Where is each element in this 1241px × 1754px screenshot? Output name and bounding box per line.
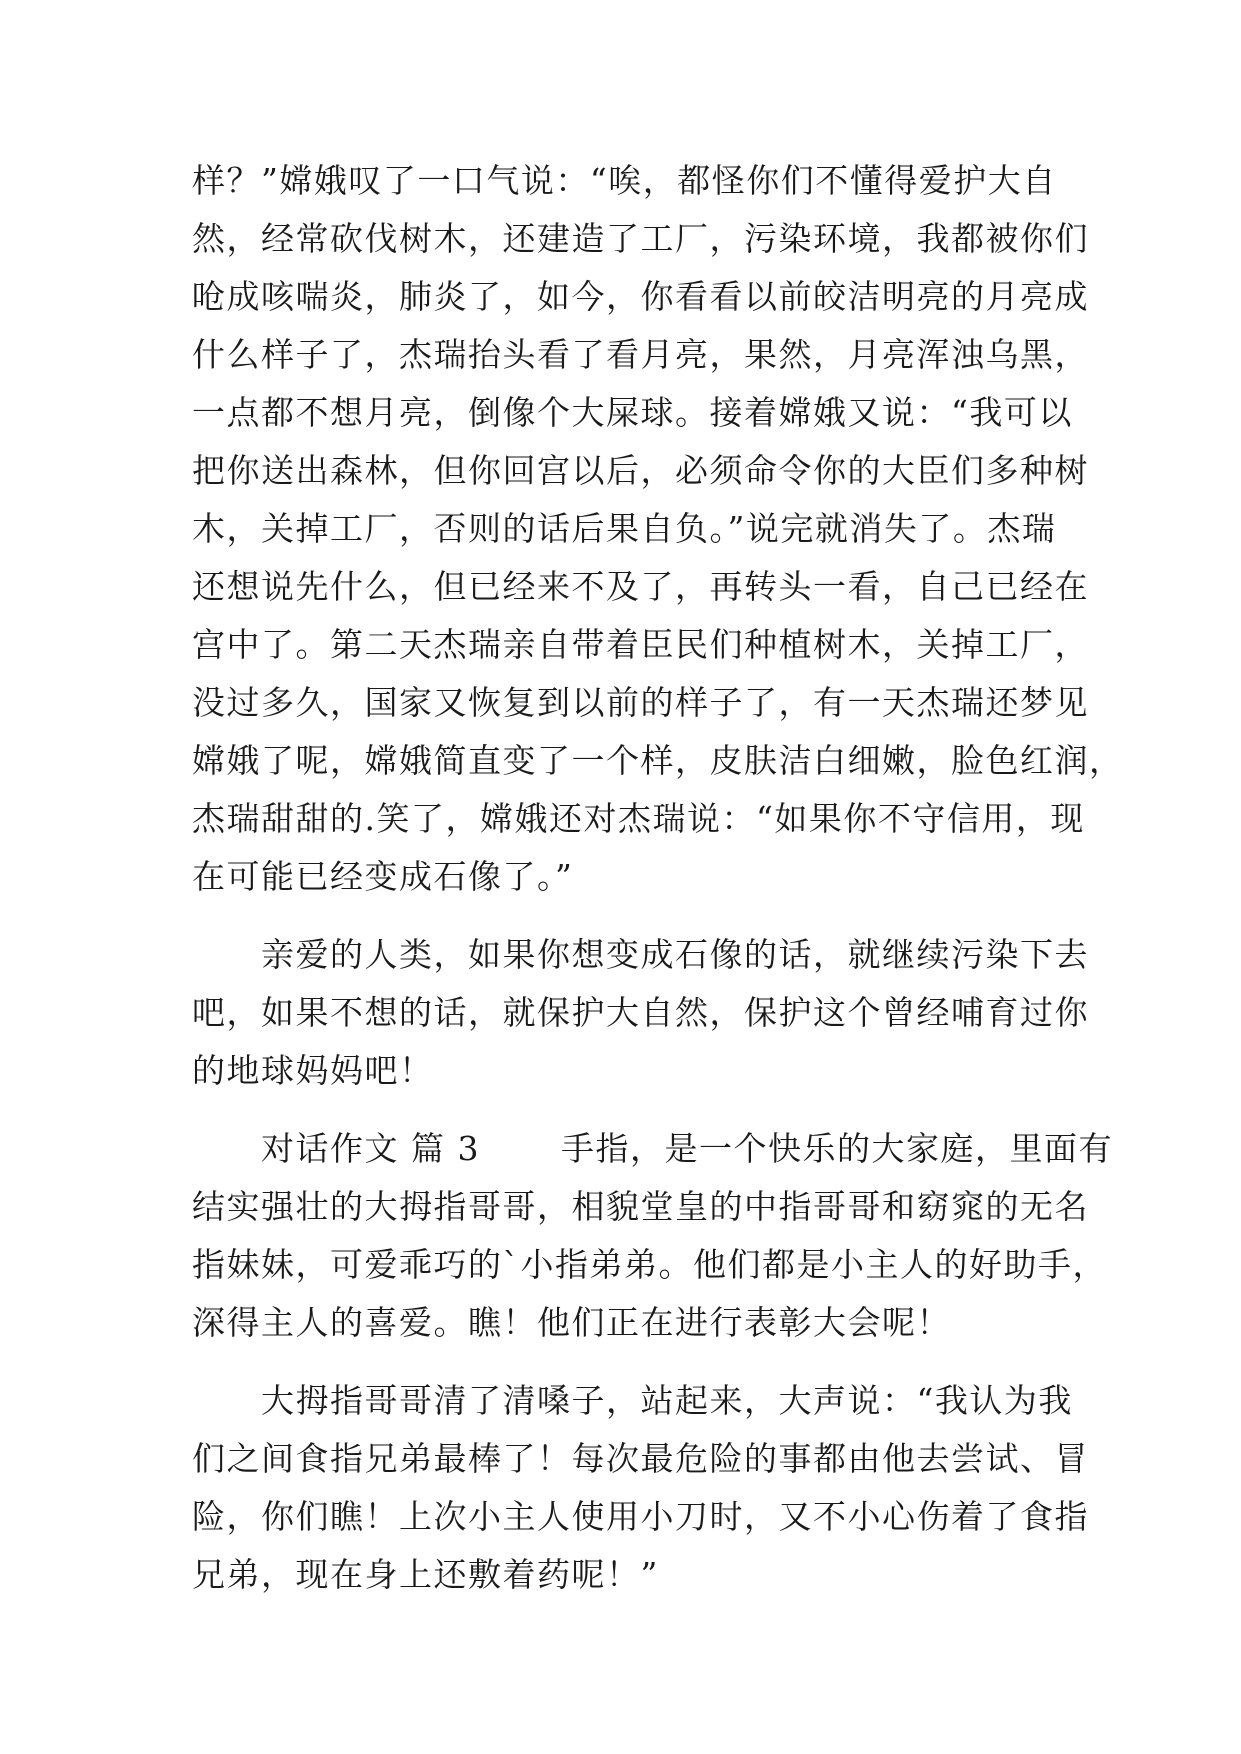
text-line: 嫦娥了呢，嫦娥简直变了一个样，皮肤洁白细嫩，脸色红润，: [192, 741, 1124, 780]
text-line: 结实强壮的大拇指哥哥，相貌堂皇的中指哥哥和窈窕的无名: [192, 1187, 1089, 1226]
text-line: 一点都不想月亮，倒像个大屎球。接着嫦娥又说：“我可以: [192, 393, 1073, 432]
text-line: 在可能已经变成石像了。”: [192, 857, 574, 896]
text-line: 险，你们瞧！上次小主人使用小刀时，又不小心伤着了食指: [192, 1497, 1089, 1536]
text-line: 吧，如果不想的话，就保护大自然，保护这个曾经哺育过你: [192, 993, 1089, 1032]
text-line: 什么样子了，杰瑞抬头看了看月亮，果然，月亮浑浊乌黑，: [192, 335, 1089, 374]
text-line: 把你送出森林，但你回宫以后，必须命令你的大臣们多种树: [192, 451, 1089, 490]
text-line: 木，关掉工厂，否则的话后果自负。”说完就消失了。杰瑞: [192, 509, 1057, 548]
text-line: 没过多久，国家又恢复到以前的样子了，有一天杰瑞还梦见: [192, 683, 1089, 722]
text-line: 宫中了。第二天杰瑞亲自带着臣民们种植树木，关掉工厂，: [192, 625, 1089, 664]
text-line: 大拇指哥哥清了清嗓子，站起来，大声说：“我认为我: [192, 1381, 1073, 1420]
text-line: 的地球妈妈吧！: [192, 1051, 434, 1090]
text-line: 兄弟，现在身上还敷着药呢！”: [192, 1555, 659, 1594]
text-line: 杰瑞甜甜的.笑了，嫦娥还对杰瑞说：“如果你不守信用，现: [192, 799, 1085, 838]
text-line: 对话作文 篇 3 手指，是一个快乐的大家庭，里面有: [192, 1129, 1113, 1168]
text-line: 呛成咳喘炎，肺炎了，如今，你看看以前皎洁明亮的月亮成: [192, 277, 1089, 316]
text-line: 指妹妹，可爱乖巧的`小指弟弟。他们都是小主人的好助手，: [192, 1245, 1107, 1284]
text-line: 样？”嫦娥叹了一口气说：“唉，都怪你们不懂得爱护大自: [192, 161, 1057, 200]
text-line: 还想说先什么，但已经来不及了，再转头一看，自己已经在: [192, 567, 1089, 606]
text-line: 深得主人的喜爱。瞧！他们正在进行表彰大会呢！: [192, 1303, 951, 1342]
text-line: 然，经常砍伐树木，还建造了工厂，污染环境，我都被你们: [192, 219, 1089, 258]
text-line: 们之间食指兄弟最棒了！每次最危险的事都由他去尝试、冒: [192, 1439, 1089, 1478]
text-line: 亲爱的人类，如果你想变成石像的话，就继续污染下去: [192, 935, 1089, 974]
document-body: [192, 152, 1124, 1604]
